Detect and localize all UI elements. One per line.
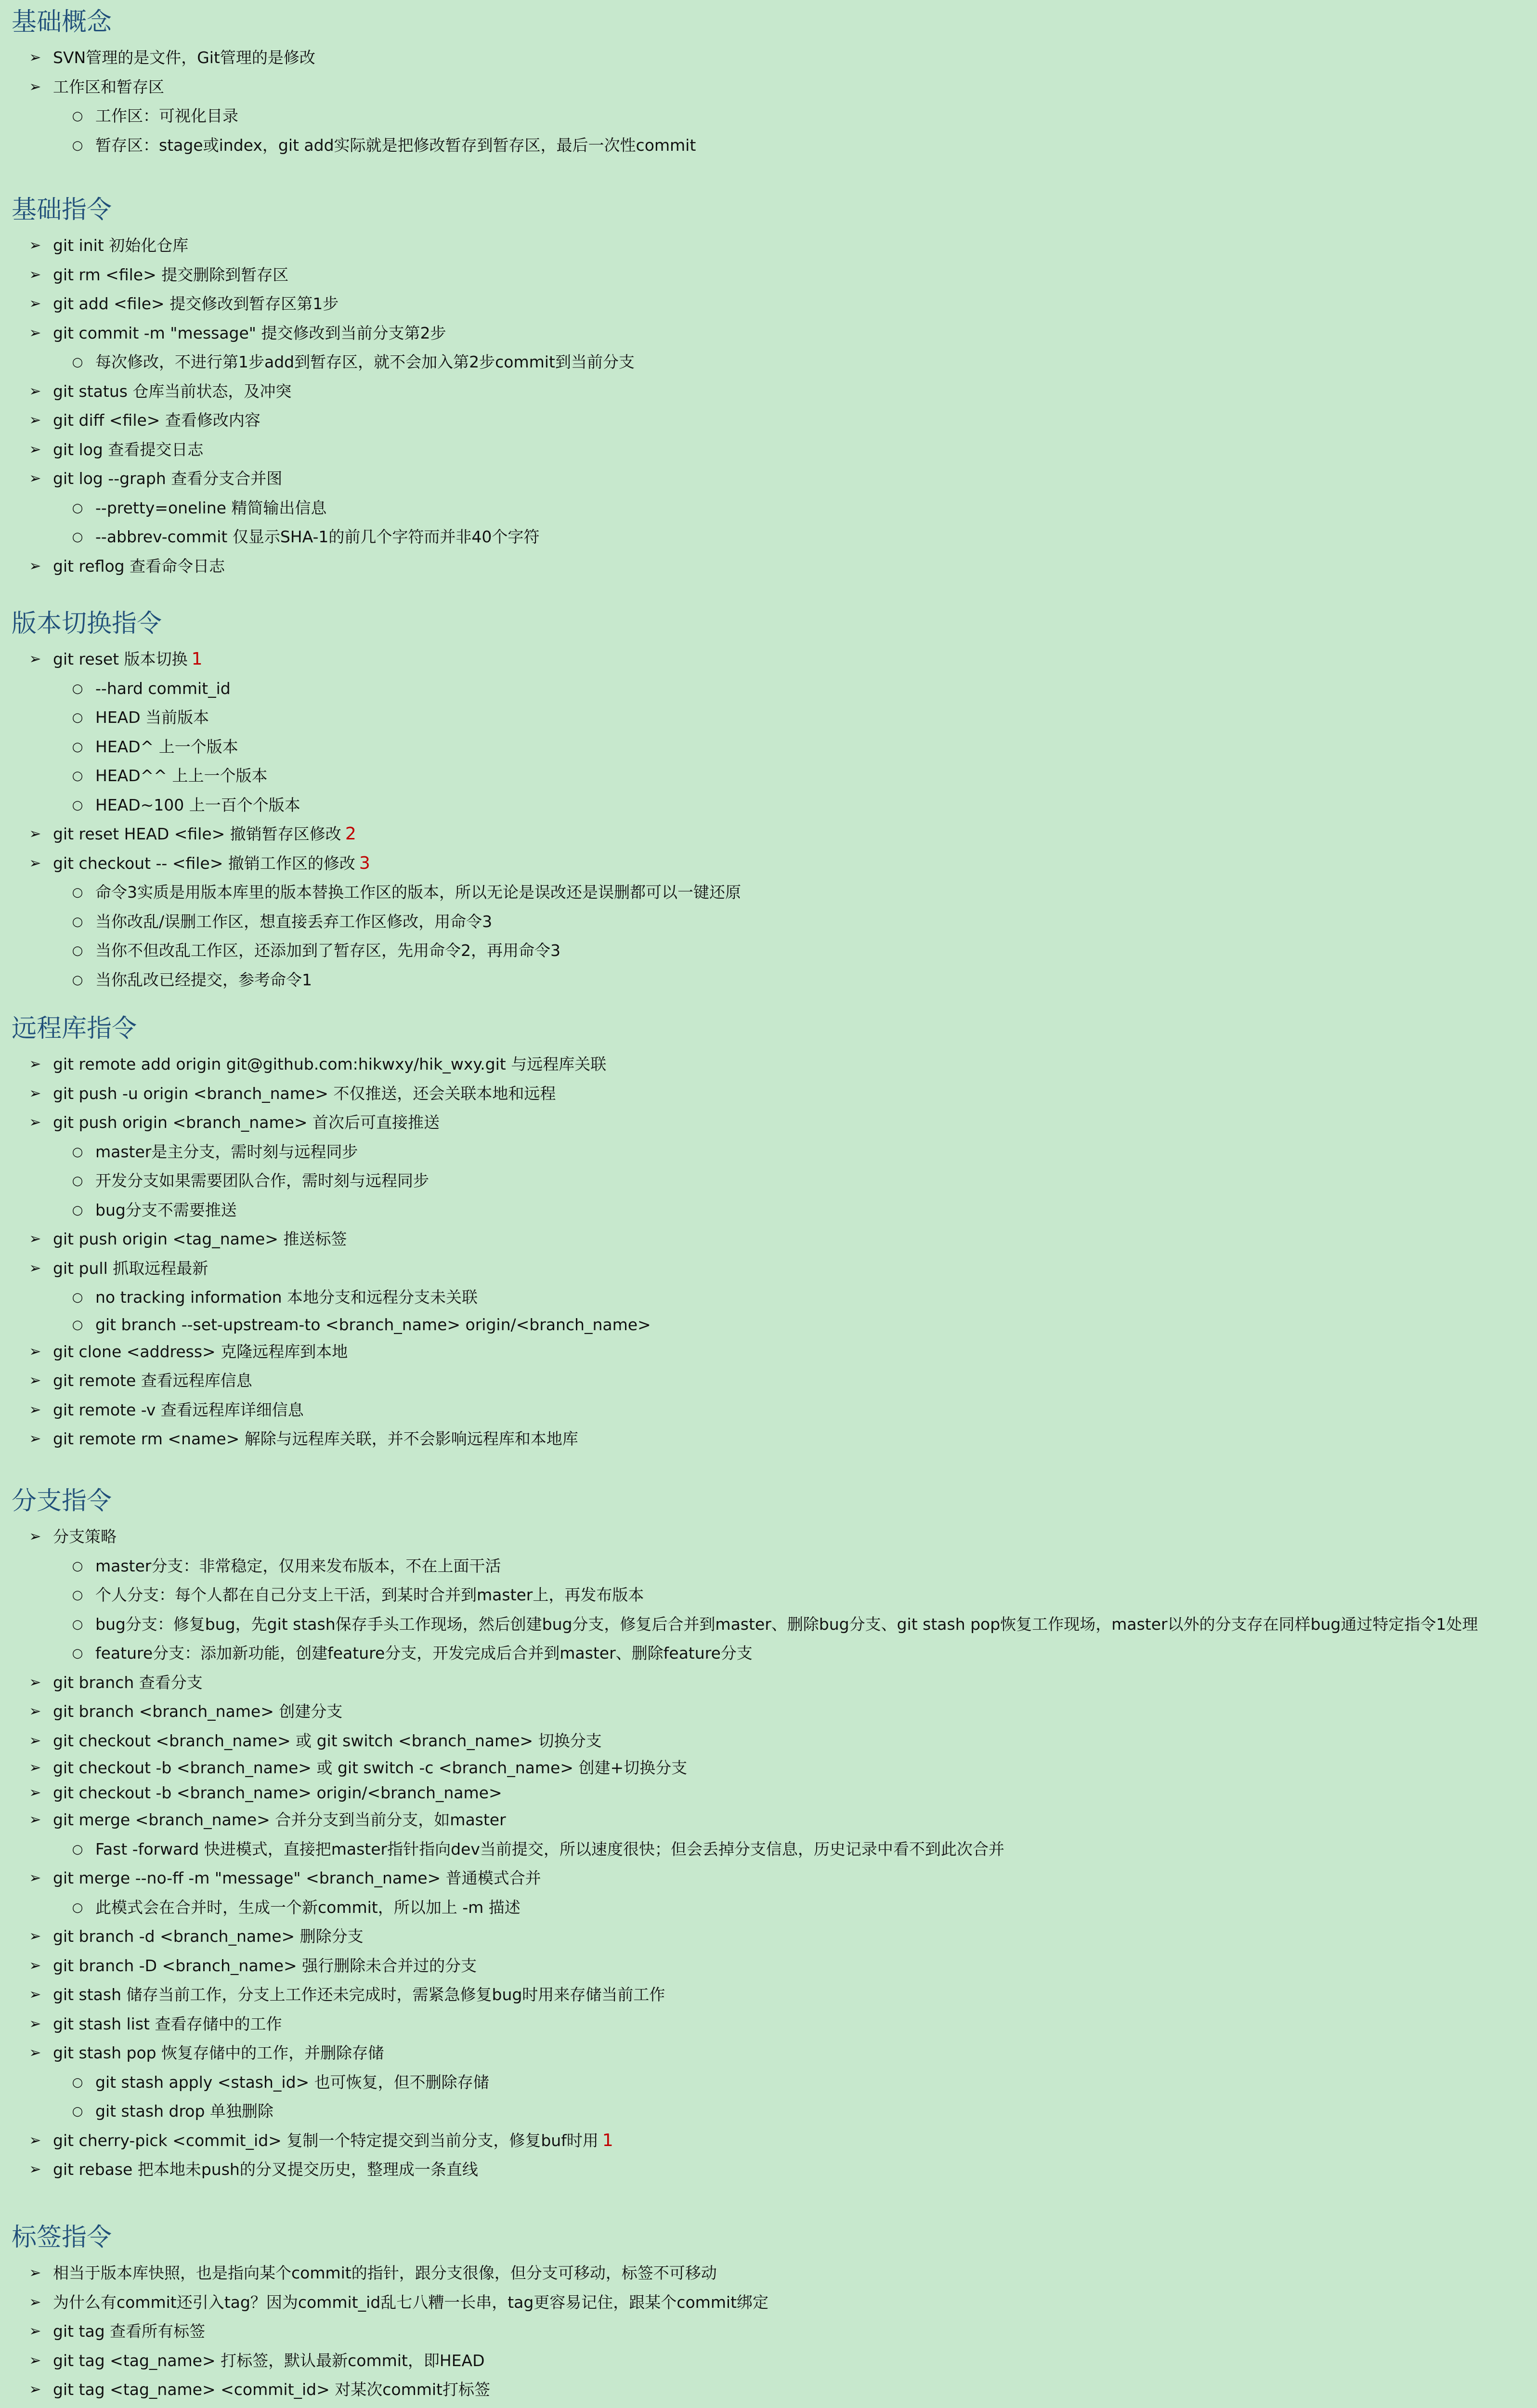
item-text: git push origin <tag_name> 推送标签: [53, 1230, 347, 1248]
list-item: [0, 2010, 1537, 2039]
section-heading: 远程库指令: [12, 1014, 137, 1043]
item-list: [0, 231, 1537, 581]
list-item: [0, 1780, 1537, 1806]
item-text: 暂存区：stage或index，git add实际就是把修改暂存到暂存区，最后一次性commit: [95, 135, 696, 155]
circle-bullet-icon: ○: [72, 798, 83, 812]
arrow-bullet-icon: ➢: [29, 295, 41, 312]
item-list: [0, 1050, 1537, 1454]
item-text: git cherry-pick <commit_id> 复制一个特定提交到当前分支，修复buf时用: [53, 2131, 599, 2150]
circle-bullet-icon: ○: [72, 109, 83, 123]
list-item: [0, 464, 1537, 494]
list-item: [0, 1755, 1537, 1780]
item-list: [0, 645, 1537, 995]
section-basic-commands: [0, 189, 1537, 581]
list-item: [0, 319, 1537, 348]
item-text: 当你改乱/误删工作区，想直接丢弃工作区修改，用命令3: [95, 912, 493, 931]
arrow-bullet-icon: ➢: [29, 1732, 41, 1749]
circle-bullet-icon: ○: [72, 1617, 83, 1632]
arrow-bullet-icon: ➢: [29, 2323, 41, 2340]
sub-list-item: [0, 966, 1537, 995]
item-text: git stash drop 单独删除: [95, 2102, 274, 2120]
sub-list-item: [0, 131, 1537, 160]
item-text: git stash 储存当前工作，分支上工作还未完成时，需紧急修复bug时用来存储当前工作: [53, 1985, 665, 2004]
command-reference-number: 2: [345, 824, 356, 844]
arrow-bullet-icon: ➢: [29, 2381, 41, 2398]
list-item: [0, 1522, 1537, 1552]
item-text: git commit -m "message" 提交修改到当前分支第2步: [53, 323, 446, 342]
arrow-bullet-icon: ➢: [29, 78, 41, 95]
list-item: [0, 2039, 1537, 2068]
item-text: HEAD^ 上一个版本: [95, 737, 238, 756]
sub-list-item: [0, 1835, 1537, 1864]
item-list: [0, 2259, 1537, 2408]
item-text: git branch 查看分支: [53, 1673, 203, 1692]
circle-bullet-icon: ○: [72, 914, 83, 929]
item-text: HEAD^^ 上上一个版本: [95, 766, 268, 785]
list-item: [0, 2346, 1537, 2376]
item-text: git merge --no-ff -m "message" <branch_name> 普通模式合并: [53, 1869, 541, 1887]
list-item: [0, 1337, 1537, 1367]
list-item: [0, 1727, 1537, 1756]
item-text: git branch -D <branch_name> 强行删除未合并过的分支: [53, 1956, 477, 1975]
circle-bullet-icon: ○: [72, 1174, 83, 1188]
sub-list-item: [0, 1312, 1537, 1337]
item-text: --abbrev-commit 仅显示SHA-1的前几个字符而并非40个字符: [95, 527, 540, 546]
list-item: [0, 289, 1537, 319]
arrow-bullet-icon: ➢: [29, 1957, 41, 1974]
section-heading: 基础概念: [12, 8, 112, 37]
section-heading: 版本切换指令: [12, 609, 162, 638]
item-text: git rm <file> 提交删除到暂存区: [53, 265, 289, 284]
arrow-bullet-icon: ➢: [29, 1114, 41, 1131]
list-item: [0, 1980, 1537, 2010]
item-text: git rebase 把本地未push的分叉提交历史，整理成一条直线: [53, 2160, 478, 2179]
arrow-bullet-icon: ➢: [29, 1784, 41, 1801]
circle-bullet-icon: ○: [72, 885, 83, 900]
list-item: [0, 1697, 1537, 1727]
arrow-bullet-icon: ➢: [29, 1056, 41, 1073]
circle-bullet-icon: ○: [72, 1900, 83, 1915]
circle-bullet-icon: ○: [72, 943, 83, 958]
item-text: git branch --set-upstream-to <branch_name> origin/<branch_name>: [95, 1315, 651, 1334]
list-item: [0, 2405, 1537, 2408]
item-text: git push origin <branch_name> 首次后可直接推送: [53, 1113, 440, 1132]
arrow-bullet-icon: [27, 2405, 43, 2408]
arrow-bullet-icon: ➢: [29, 470, 41, 487]
arrow-bullet-icon: ➢: [29, 266, 41, 283]
list-item: [0, 2126, 1537, 2156]
item-text: git branch <branch_name> 创建分支: [53, 1702, 343, 1721]
list-item: [0, 1951, 1537, 1981]
list-item: [0, 2317, 1537, 2346]
arrow-bullet-icon: ➢: [29, 1259, 41, 1277]
list-item: [0, 1864, 1537, 1893]
circle-bullet-icon: ○: [72, 2075, 83, 2090]
item-text: Fast -forward 快进模式，直接把master指针指向dev当前提交，所以速度很快；但会丢掉分支信息，历史记录中看不到此次合并: [95, 1839, 1004, 1858]
item-text: git stash pop 恢复存储中的工作，并删除存储: [53, 2043, 384, 2062]
command-reference-number: 3: [359, 853, 370, 873]
section-heading: 基础指令: [12, 196, 112, 224]
arrow-bullet-icon: ➢: [29, 2015, 41, 2032]
arrow-bullet-icon: ➢: [29, 1986, 41, 2003]
item-text: 当你不但改乱工作区，还添加到了暂存区，先用命令2，再用命令3: [95, 941, 560, 960]
list-item: [0, 645, 1537, 674]
item-text: git tag <tag_name> <commit_id> 对某次commit打标签: [53, 2380, 490, 2399]
list-item: [0, 1050, 1537, 1079]
item-text: git add <file> 提交修改到暂存区第1步: [53, 294, 339, 313]
item-text: git status 仓库当前状态，及冲突: [53, 381, 292, 401]
section-branch: [0, 1480, 1537, 2185]
arrow-bullet-icon: ➢: [29, 825, 41, 842]
arrow-bullet-icon: ➢: [29, 1343, 41, 1360]
item-text: 分支策略: [53, 1527, 117, 1546]
arrow-bullet-icon: ➢: [29, 1401, 41, 1418]
sub-list-item: [0, 791, 1537, 820]
item-text: git reflog 查看命令日志: [53, 556, 225, 576]
list-item: [0, 552, 1537, 581]
sub-list-item: [0, 878, 1537, 907]
item-text: 个人分支：每个人都在自己分支上干活，到某时合并到master上，再发布版本: [95, 1585, 644, 1604]
item-text: git checkout -b <branch_name> 或 git switch -c <branch_name> 创建+切换分支: [53, 1758, 688, 1777]
item-text: git checkout <branch_name> 或 git switch <branch_name> 切换分支: [53, 1731, 602, 1750]
item-text: git tag 查看所有标签: [53, 2322, 206, 2341]
sub-list-item: [0, 1581, 1537, 1610]
command-reference-number: 1: [191, 649, 203, 669]
circle-bullet-icon: ○: [72, 972, 83, 987]
arrow-bullet-icon: ➢: [29, 237, 41, 254]
arrow-bullet-icon: ➢: [29, 1870, 41, 1886]
arrow-bullet-icon: ➢: [29, 382, 41, 400]
item-text: git reset 版本切换: [53, 650, 188, 668]
circle-bullet-icon: ○: [72, 1646, 83, 1661]
list-item: [0, 261, 1537, 290]
arrow-bullet-icon: ➢: [29, 1811, 41, 1828]
list-item: [0, 1396, 1537, 1425]
item-text: 为什么有commit还引入tag？因为commit_id乱七八糟一长串，tag更容易记住，跟某个commit绑定: [53, 2292, 769, 2312]
section-heading: 分支指令: [12, 1487, 112, 1516]
arrow-bullet-icon: ➢: [29, 412, 41, 429]
item-text: 当你乱改已经提交，参考命令1: [95, 970, 312, 989]
list-item: [0, 1366, 1537, 1396]
sub-list-item: [0, 348, 1537, 377]
arrow-bullet-icon: ➢: [29, 2352, 41, 2369]
item-text: git init 初始化仓库: [53, 236, 189, 255]
item-text: git push -u origin <branch_name> 不仅推送，还会关联本地和远程: [53, 1084, 556, 1103]
list-item: [0, 406, 1537, 435]
arrow-bullet-icon: ➢: [29, 49, 41, 66]
list-item: [0, 73, 1537, 102]
sub-list-item: [0, 1166, 1537, 1196]
arrow-bullet-icon: ➢: [29, 1674, 41, 1691]
arrow-bullet-icon: ➢: [29, 1230, 41, 1247]
list-item: [0, 1922, 1537, 1951]
item-list: [0, 43, 1537, 160]
sub-list-item: [0, 936, 1537, 966]
item-text: git tag <tag_name> 打标签，默认最新commit，即HEAD: [53, 2351, 485, 2370]
item-text: feature分支：添加新功能，创建feature分支，开发完成后合并到master、删除feature分支: [95, 1644, 753, 1662]
sub-list-item: [0, 733, 1537, 762]
circle-bullet-icon: ○: [72, 769, 83, 783]
item-text: git stash list 查看存储中的工作: [53, 2014, 282, 2033]
item-text: --pretty=oneline 精简输出信息: [95, 498, 327, 517]
list-item: [0, 2375, 1537, 2405]
item-text: master分支：非常稳定，仅用来发布版本，不在上面干活: [95, 1556, 501, 1575]
item-text: git clone <address> 克隆远程库到本地: [53, 1342, 348, 1361]
sub-list-item: [0, 1552, 1537, 1581]
circle-bullet-icon: ○: [72, 739, 83, 754]
arrow-bullet-icon: ➢: [29, 651, 41, 667]
item-text: master是主分支，需时刻与远程同步: [95, 1142, 358, 1161]
item-text: bug分支不需要推送: [95, 1200, 237, 1219]
sub-list-item: [0, 761, 1537, 791]
item-text: git pull 抓取远程最新: [53, 1258, 208, 1278]
command-reference-number: 1: [602, 2130, 613, 2150]
list-item: [0, 43, 1537, 73]
item-text: git checkout -b <branch_name> origin/<branch_name>: [53, 1783, 502, 1802]
list-item: [0, 2259, 1537, 2288]
sub-list-item: [0, 1639, 1537, 1668]
arrow-bullet-icon: ➢: [29, 1085, 41, 1102]
item-text: git log --graph 查看分支合并图: [53, 469, 283, 488]
section-version-switch: [0, 602, 1537, 995]
item-text: 此模式会在合并时，生成一个新commit，所以加上 -m 描述: [95, 1898, 521, 1917]
sub-list-item: [0, 2097, 1537, 2126]
item-text: HEAD~100 上一百个个版本: [95, 795, 300, 814]
arrow-bullet-icon: ➢: [29, 557, 41, 575]
list-item: [0, 1668, 1537, 1698]
item-text: git remote 查看远程库信息: [53, 1371, 252, 1390]
item-text: SVN管理的是文件，Git管理的是修改: [53, 48, 315, 67]
item-text: bug分支：修复bug，先git stash保存手头工作现场，然后创建bug分支，修复后合并到master、删除bug分支、git stash pop恢复工作现场，master以外的分支存在同样bug通过特定指令1处理: [95, 1614, 1478, 1634]
item-text: no tracking information 本地分支和远程分支未关联: [95, 1288, 478, 1307]
sub-list-item: [0, 1138, 1537, 1167]
arrow-bullet-icon: ➢: [29, 1372, 41, 1389]
circle-bullet-icon: ○: [72, 138, 83, 153]
circle-bullet-icon: ○: [72, 2104, 83, 2119]
sub-list-item: [0, 1893, 1537, 1923]
item-text: git merge <branch_name> 合并分支到当前分支，如master: [53, 1810, 506, 1829]
arrow-bullet-icon: ➢: [29, 324, 41, 341]
circle-bullet-icon: ○: [72, 1317, 83, 1332]
arrow-bullet-icon: ➢: [29, 1928, 41, 1945]
arrow-bullet-icon: ➢: [29, 2293, 41, 2311]
item-text: 工作区：可视化目录: [95, 106, 238, 125]
list-item: [0, 849, 1537, 878]
sub-list-item: [0, 674, 1537, 704]
sub-list-item: [0, 523, 1537, 552]
circle-bullet-icon: ○: [72, 1144, 83, 1159]
section-heading: 标签指令: [12, 2223, 112, 2252]
circle-bullet-icon: ○: [72, 1558, 83, 1573]
item-text: git stash apply <stash_id> 也可恢复，但不删除存储: [95, 2072, 489, 2092]
item-text: git remote rm <name> 解除与远程库关联，并不会影响远程库和本地库: [53, 1429, 578, 1448]
list-item: [0, 1425, 1537, 1454]
circle-bullet-icon: ○: [72, 355, 83, 369]
circle-bullet-icon: ○: [72, 1290, 83, 1305]
arrow-bullet-icon: ➢: [29, 2044, 41, 2061]
section-tags: [0, 2216, 1537, 2408]
item-text: git remote -v 查看远程库详细信息: [53, 1400, 304, 1419]
circle-bullet-icon: ○: [72, 681, 83, 696]
list-item: [0, 820, 1537, 849]
item-text: git diff <file> 查看修改内容: [53, 411, 261, 430]
item-text: git branch -d <branch_name> 删除分支: [53, 1927, 364, 1946]
item-text: 工作区和暂存区: [53, 77, 164, 96]
list-item: [0, 1254, 1537, 1283]
circle-bullet-icon: ○: [72, 1842, 83, 1857]
list-item: [0, 2288, 1537, 2317]
item-text: 每次修改，不进行第1步add到暂存区，就不会加入第2步commit到当前分支: [95, 353, 635, 371]
circle-bullet-icon: ○: [72, 710, 83, 725]
item-text: 命令3实质是用版本库里的版本替换工作区的版本，所以无论是误改还是误删都可以一键还原: [95, 883, 741, 902]
arrow-bullet-icon: ➢: [29, 1703, 41, 1720]
sub-list-item: [0, 2068, 1537, 2097]
list-item: [0, 435, 1537, 465]
circle-bullet-icon: ○: [72, 500, 83, 515]
list-item: [0, 1225, 1537, 1254]
item-text: git checkout -- <file> 撤销工作区的修改: [53, 853, 355, 873]
list-item: [0, 1806, 1537, 1835]
sub-list-item: [0, 703, 1537, 733]
section-remote-repo: [0, 1008, 1537, 1454]
item-text: HEAD 当前版本: [95, 708, 209, 727]
item-text: 开发分支如果需要团队合作，需时刻与远程同步: [95, 1171, 429, 1190]
arrow-bullet-icon: ➢: [29, 441, 41, 458]
list-item: [0, 1108, 1537, 1138]
arrow-bullet-icon: ➢: [29, 1430, 41, 1447]
item-text: 相当于版本库快照，也是指向某个commit的指针，跟分支很像，但分支可移动，标签不可移动: [53, 2264, 717, 2282]
circle-bullet-icon: ○: [72, 1588, 83, 1602]
item-list: [0, 1522, 1537, 2185]
arrow-bullet-icon: ➢: [29, 1528, 41, 1545]
circle-bullet-icon: ○: [72, 1203, 83, 1217]
sub-list-item: [0, 1610, 1537, 1639]
sub-list-item: [0, 907, 1537, 937]
section-basic-concepts: [0, 1, 1537, 160]
list-item: [0, 1079, 1537, 1109]
arrow-bullet-icon: ➢: [29, 2161, 41, 2178]
circle-bullet-icon: ○: [72, 530, 83, 544]
item-text: git remote add origin git@github.com:hikwxy/hik_wxy.git 与远程库关联: [53, 1055, 607, 1073]
item-text: git reset HEAD <file> 撤销暂存区修改: [53, 824, 341, 843]
sub-list-item: [0, 1283, 1537, 1312]
arrow-bullet-icon: ➢: [29, 854, 41, 872]
sub-list-item: [0, 494, 1537, 523]
arrow-bullet-icon: ➢: [29, 2264, 41, 2281]
list-item: [0, 377, 1537, 406]
list-item: [0, 231, 1537, 261]
arrow-bullet-icon: ➢: [29, 2132, 41, 2149]
sub-list-item: [0, 102, 1537, 131]
list-item: [0, 2155, 1537, 2185]
sub-list-item: [0, 1196, 1537, 1225]
arrow-bullet-icon: ➢: [29, 1759, 41, 1776]
item-text: git log 查看提交日志: [53, 440, 204, 459]
item-text: --hard commit_id: [95, 679, 231, 698]
